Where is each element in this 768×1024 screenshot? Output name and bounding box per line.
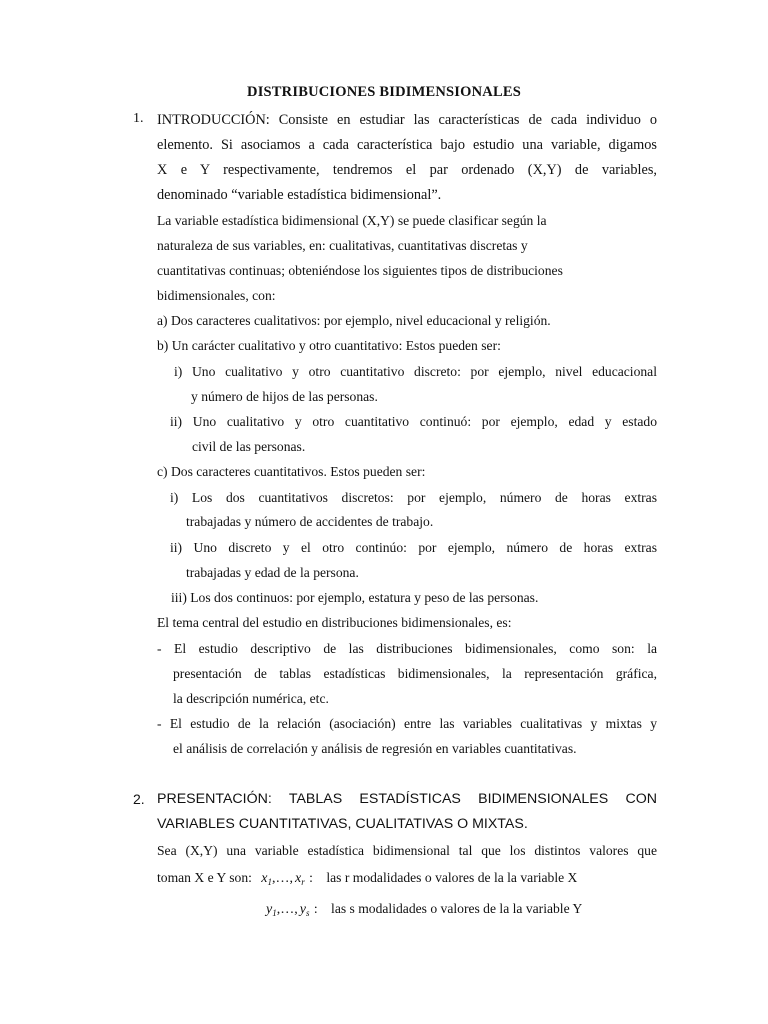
bullet-1-line: la descripción numérica, etc. [173, 691, 329, 706]
section-2-heading-line: VARIABLES CUANTITATIVAS, CUALITATIVAS O MIXTAS. [157, 816, 528, 832]
bullet-1-line: - El estudio descriptivo de las distribuciones bidimensionales, como son: la [157, 641, 657, 656]
bullet-1-line: presentación de tablas estadísticas bidimensionales, la representación gráfica, [173, 666, 657, 681]
intro-paragraph [157, 108, 657, 208]
bullet-2-line2: el análisis de correlación y análisis de regresión en variables cuantitativas. [173, 741, 577, 756]
document-title: DISTRIBUCIONES BIDIMENSIONALES [247, 84, 521, 100]
y-subscript-1: 1 [272, 908, 277, 918]
item-c-iii: iii) Los dos continuos: por ejemplo, estatura y peso de las personas. [171, 590, 539, 605]
item-c: c) Dos caracteres cuantitativos. Estos pueden ser: [157, 464, 426, 479]
item-c-i [170, 485, 657, 510]
sea-paragraph [157, 838, 657, 863]
classification-line: naturaleza de sus variables, en: cualitativas, cuantitativas discretas y [157, 238, 528, 253]
bullet-2 [157, 711, 657, 736]
item-c-i-line2: trabajadas y número de accidentes de trabajo. [186, 514, 434, 529]
y-values-formula [266, 902, 309, 917]
y-line [266, 901, 582, 918]
classification-line: cuantitativas continuas; obteniéndose los siguientes tipos de distribuciones [157, 263, 563, 278]
section-2-number: 2. [133, 791, 145, 807]
x-ellipsis: ,…, [272, 871, 294, 886]
intro-line: elemento. Si asociamos a cada característica bajo estudio una variable, digamos [157, 137, 657, 153]
section-1-number: 1. [133, 111, 144, 126]
item-c-ii [170, 535, 657, 560]
classification-line: La variable estadística bidimensional (X,Y) se puede clasificar según la [157, 213, 547, 228]
y-symbol-last: y [299, 902, 306, 917]
item-c-ii-line2: trabajadas y edad de la persona. [186, 565, 359, 580]
bullet-1 [157, 636, 657, 661]
item-b-ii-line1: ii) Uno cualitativo y otro cuantitativo continuó: por ejemplo, edad y estado [170, 414, 657, 429]
item-b-i-line2: y número de hijos de las personas. [191, 389, 378, 404]
x-description: las r modalidades o valores de la la variable X [326, 870, 578, 885]
bullet-1-cont [173, 661, 657, 711]
bullet-2-line1: - El estudio de la relación (asociación) entre las variables cualitativas y mixtas y [157, 716, 657, 731]
classification-paragraph [157, 208, 657, 308]
y-ellipsis: ,…, [276, 902, 298, 917]
item-b-ii [170, 409, 657, 434]
y-subscript-s: s [305, 908, 310, 918]
x-values-formula [261, 871, 304, 886]
item-a: a) Dos caracteres cualitativos: por ejemplo, nivel educacional y religión. [157, 313, 551, 328]
item-b: b) Un carácter cualitativo y otro cuantitativo: Estos pueden ser: [157, 338, 501, 353]
item-b-ii-line2: civil de las personas. [192, 439, 306, 454]
x-subscript-1: 1 [267, 877, 273, 887]
item-b-i [174, 359, 657, 384]
intro-line: INTRODUCCIÓN: Consiste en estudiar las características de cada individuo o [157, 112, 657, 128]
toman-line [157, 870, 577, 887]
x-subscript-r: r [301, 877, 305, 887]
toman-prefix: toman X e Y son: [157, 870, 252, 885]
intro-line: X e Y respectivamente, tendremos el par ordenado (X,Y) de variables, [157, 162, 657, 178]
sea-line: Sea (X,Y) una variable estadística bidimensional tal que los distintos valores que [157, 843, 657, 858]
x-symbol-last: x [295, 871, 302, 886]
y-symbol: y [266, 902, 273, 917]
y-colon: : [313, 901, 318, 916]
section-2-heading [157, 787, 657, 837]
section-2-heading-line: PRESENTACIÓN: TABLAS ESTADÍSTICAS BIDIMENSIONALES CON [157, 791, 657, 807]
classification-line: bidimensionales, con: [157, 288, 276, 303]
x-symbol: x [261, 871, 268, 886]
central-theme: El tema central del estudio en distribuciones bidimensionales, es: [157, 615, 512, 630]
x-colon: : [309, 870, 313, 885]
item-c-i-line1: i) Los dos cuantitativos discretos: por ejemplo, número de horas extras [170, 490, 657, 505]
y-description: las s modalidades o valores de la la variable Y [331, 901, 583, 916]
intro-line: denominado “variable estadística bidimensional”. [157, 187, 442, 203]
item-b-i-line1: i) Uno cualitativo y otro cuantitativo discreto: por ejemplo, nivel educacional [174, 364, 657, 379]
item-c-ii-line1: ii) Uno discreto y el otro continúo: por ejemplo, número de horas extras [170, 540, 657, 555]
